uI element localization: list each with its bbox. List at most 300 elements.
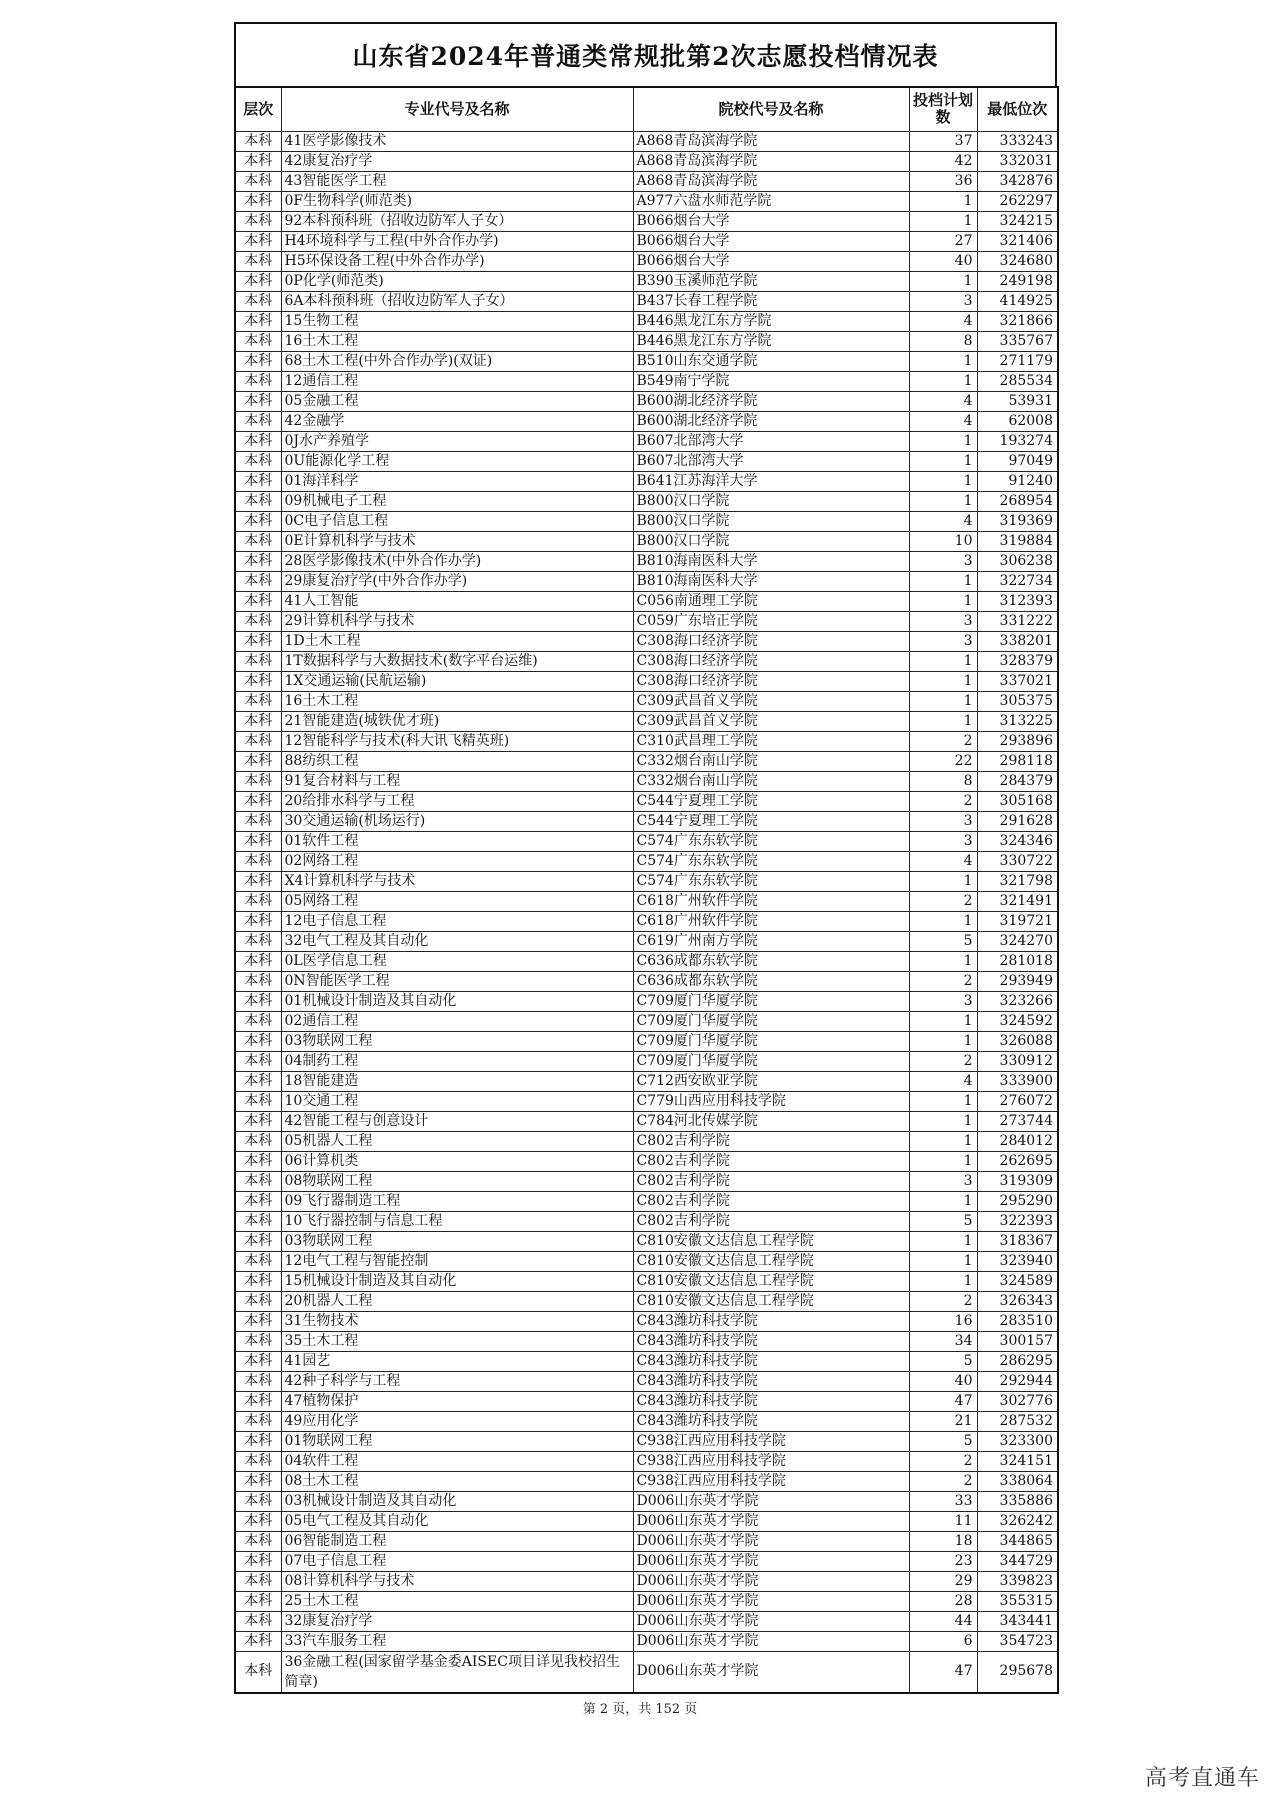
- table-row: [235, 1511, 1058, 1531]
- cell-level: 本科: [235, 531, 281, 551]
- cell-plan: 11: [909, 1511, 977, 1531]
- table-row-last: [235, 1651, 1058, 1693]
- cell-plan: 1: [909, 211, 977, 231]
- cell-rank: 343441: [977, 1611, 1058, 1631]
- cell-rank: 312393: [977, 591, 1058, 611]
- cell-level: 本科: [235, 1611, 281, 1631]
- cell-level: 本科: [235, 631, 281, 651]
- cell-rank: 344729: [977, 1551, 1058, 1571]
- cell-plan: 1: [909, 1011, 977, 1031]
- cell-rank: 262297: [977, 191, 1058, 211]
- cell-level: 本科: [235, 271, 281, 291]
- cell-school: B446黑龙江东方学院: [633, 311, 909, 331]
- table-row: [235, 791, 1058, 811]
- table-row: [235, 851, 1058, 871]
- cell-school: C310武昌理工学院: [633, 731, 909, 751]
- cell-school: B510山东交通学院: [633, 351, 909, 371]
- table-row: [235, 731, 1058, 751]
- cell-level: 本科: [235, 491, 281, 511]
- cell-major: 06智能制造工程: [281, 1531, 633, 1551]
- cell-school: B446黑龙江东方学院: [633, 331, 909, 351]
- cell-school: C709厦门华厦学院: [633, 1031, 909, 1051]
- cell-plan: 3: [909, 991, 977, 1011]
- cell-school: C709厦门华厦学院: [633, 991, 909, 1011]
- table-row: [235, 1051, 1058, 1071]
- cell-plan: 1: [909, 871, 977, 891]
- score-sheet: [234, 22, 1057, 1694]
- cell-school: C802吉利学院: [633, 1191, 909, 1211]
- cell-level: 本科: [235, 1091, 281, 1111]
- cell-level: 本科: [235, 1451, 281, 1471]
- cell-plan: 42: [909, 151, 977, 171]
- table-row: [235, 571, 1058, 591]
- cell-level: 本科: [235, 611, 281, 631]
- cell-major: 6A本科预科班（招收边防军人子女）: [281, 291, 633, 311]
- cell-rank: 324589: [977, 1271, 1058, 1291]
- cell-major: 43智能医学工程: [281, 171, 633, 191]
- table-row: [235, 1591, 1058, 1611]
- cell-rank: 324215: [977, 211, 1058, 231]
- header-rank: 最低位次: [977, 87, 1058, 131]
- cell-level: 本科: [235, 431, 281, 451]
- table-row: [235, 391, 1058, 411]
- cell-level: 本科: [235, 1051, 281, 1071]
- cell-school: D006山东英才学院: [633, 1511, 909, 1531]
- table-row: [235, 1311, 1058, 1331]
- cell-level: 本科: [235, 591, 281, 611]
- cell-plan: 1: [909, 671, 977, 691]
- cell-rank: 324346: [977, 831, 1058, 851]
- header-plan: 投档计划数: [909, 87, 977, 131]
- cell-plan: 1: [909, 651, 977, 671]
- table-row: [235, 191, 1058, 211]
- table-row: [235, 491, 1058, 511]
- cell-rank: 91240: [977, 471, 1058, 491]
- cell-rank: 321798: [977, 871, 1058, 891]
- cell-major: 12电气工程与智能控制: [281, 1251, 633, 1271]
- cell-rank: 322393: [977, 1211, 1058, 1231]
- table-row: [235, 911, 1058, 931]
- cell-school: C810安徽文达信息工程学院: [633, 1231, 909, 1251]
- cell-plan: 16: [909, 1311, 977, 1331]
- cell-school: D006山东英才学院: [633, 1571, 909, 1591]
- cell-major: 0F生物科学(师范类): [281, 191, 633, 211]
- cell-rank: 342876: [977, 171, 1058, 191]
- table-row: [235, 831, 1058, 851]
- cell-level: 本科: [235, 1111, 281, 1131]
- cell-plan: 3: [909, 611, 977, 631]
- cell-plan: 1: [909, 711, 977, 731]
- cell-school: C618广州软件学院: [633, 911, 909, 931]
- cell-rank: 326242: [977, 1511, 1058, 1531]
- cell-rank: 298118: [977, 751, 1058, 771]
- cell-plan: 1: [909, 451, 977, 471]
- cell-major: 06计算机类: [281, 1151, 633, 1171]
- cell-major: 05电气工程及其自动化: [281, 1511, 633, 1531]
- table-row: [235, 591, 1058, 611]
- cell-major: 10交通工程: [281, 1091, 633, 1111]
- cell-rank: 313225: [977, 711, 1058, 731]
- cell-rank: 285534: [977, 371, 1058, 391]
- cell-plan: 40: [909, 251, 977, 271]
- cell-rank: 328379: [977, 651, 1058, 671]
- cell-plan: 4: [909, 391, 977, 411]
- table-row: [235, 1451, 1058, 1471]
- cell-school: D006山东英才学院: [633, 1651, 909, 1693]
- table-row: [235, 151, 1058, 171]
- cell-plan: 27: [909, 231, 977, 251]
- cell-level: 本科: [235, 711, 281, 731]
- cell-level: 本科: [235, 871, 281, 891]
- cell-level: 本科: [235, 391, 281, 411]
- cell-school: D006山东英才学院: [633, 1531, 909, 1551]
- cell-plan: 3: [909, 291, 977, 311]
- table-row: [235, 1071, 1058, 1091]
- cell-rank: 306238: [977, 551, 1058, 571]
- cell-plan: 1: [909, 1111, 977, 1131]
- cell-plan: 1: [909, 191, 977, 211]
- cell-school: C636成都东软学院: [633, 951, 909, 971]
- cell-rank: 53931: [977, 391, 1058, 411]
- cell-rank: 271179: [977, 351, 1058, 371]
- cell-rank: 193274: [977, 431, 1058, 451]
- cell-major: 1D土木工程: [281, 631, 633, 651]
- cell-rank: 324680: [977, 251, 1058, 271]
- table-row: [235, 931, 1058, 951]
- cell-level: 本科: [235, 1191, 281, 1211]
- cell-major: 12电子信息工程: [281, 911, 633, 931]
- cell-level: 本科: [235, 991, 281, 1011]
- cell-major: 68土木工程(中外合作办学)(双证): [281, 351, 633, 371]
- cell-plan: 3: [909, 1171, 977, 1191]
- cell-level: 本科: [235, 311, 281, 331]
- table-row: [235, 1111, 1058, 1131]
- table-row: [235, 1551, 1058, 1571]
- cell-school: C709厦门华厦学院: [633, 1011, 909, 1031]
- cell-level: 本科: [235, 451, 281, 471]
- cell-level: 本科: [235, 1171, 281, 1191]
- table-row: [235, 991, 1058, 1011]
- cell-plan: 1: [909, 951, 977, 971]
- cell-major: 0E计算机科学与技术: [281, 531, 633, 551]
- cell-plan: 4: [909, 411, 977, 431]
- cell-plan: 47: [909, 1391, 977, 1411]
- table-row: [235, 311, 1058, 331]
- cell-major: 16土木工程: [281, 331, 633, 351]
- cell-plan: 29: [909, 1571, 977, 1591]
- cell-rank: 292944: [977, 1371, 1058, 1391]
- cell-level: 本科: [235, 911, 281, 931]
- table-row: [235, 451, 1058, 471]
- cell-major: 20给排水科学与工程: [281, 791, 633, 811]
- cell-school: C938江西应用科技学院: [633, 1451, 909, 1471]
- cell-major: 01机械设计制造及其自动化: [281, 991, 633, 1011]
- cell-level: 本科: [235, 1471, 281, 1491]
- cell-plan: 4: [909, 311, 977, 331]
- cell-level: 本科: [235, 191, 281, 211]
- cell-school: D006山东英才学院: [633, 1491, 909, 1511]
- cell-major: 41人工智能: [281, 591, 633, 611]
- cell-level: 本科: [235, 1651, 281, 1693]
- cell-major: 47植物保护: [281, 1391, 633, 1411]
- cell-rank: 354723: [977, 1631, 1058, 1651]
- cell-major: 09机械电子工程: [281, 491, 633, 511]
- cell-rank: 319369: [977, 511, 1058, 531]
- cell-school: A868青岛滨海学院: [633, 171, 909, 191]
- cell-major: H5环保设备工程(中外合作办学): [281, 251, 633, 271]
- cell-level: 本科: [235, 231, 281, 251]
- table-row: [235, 751, 1058, 771]
- cell-plan: 5: [909, 1211, 977, 1231]
- table-row: [235, 411, 1058, 431]
- cell-plan: 1: [909, 371, 977, 391]
- cell-level: 本科: [235, 291, 281, 311]
- cell-level: 本科: [235, 571, 281, 591]
- cell-level: 本科: [235, 971, 281, 991]
- table-row: [235, 1011, 1058, 1031]
- cell-major: 01物联网工程: [281, 1431, 633, 1451]
- table-row: [235, 631, 1058, 651]
- cell-level: 本科: [235, 411, 281, 431]
- cell-rank: 284012: [977, 1131, 1058, 1151]
- cell-level: 本科: [235, 1351, 281, 1371]
- cell-major: 32电气工程及其自动化: [281, 931, 633, 951]
- cell-school: C810安徽文达信息工程学院: [633, 1251, 909, 1271]
- cell-major: 25土木工程: [281, 1591, 633, 1611]
- cell-plan: 1: [909, 1151, 977, 1171]
- cell-plan: 44: [909, 1611, 977, 1631]
- cell-rank: 335767: [977, 331, 1058, 351]
- cell-plan: 28: [909, 1591, 977, 1611]
- cell-major: H4环境科学与工程(中外合作办学): [281, 231, 633, 251]
- cell-plan: 8: [909, 331, 977, 351]
- table-row: [235, 1131, 1058, 1151]
- cell-level: 本科: [235, 151, 281, 171]
- table-row: [235, 551, 1058, 571]
- cell-level: 本科: [235, 1131, 281, 1151]
- cell-level: 本科: [235, 1571, 281, 1591]
- page-title: 山东省2024年普通类常规批第2次志愿投档情况表: [234, 22, 1057, 86]
- cell-level: 本科: [235, 371, 281, 391]
- cell-rank: 326088: [977, 1031, 1058, 1051]
- table-row: [235, 1471, 1058, 1491]
- cell-major: 0J水产养殖学: [281, 431, 633, 451]
- cell-plan: 1: [909, 1251, 977, 1271]
- cell-major: 03物联网工程: [281, 1231, 633, 1251]
- cell-plan: 1: [909, 271, 977, 291]
- cell-plan: 3: [909, 551, 977, 571]
- cell-school: C784河北传媒学院: [633, 1111, 909, 1131]
- cell-school: C618广州软件学院: [633, 891, 909, 911]
- cell-major: 28医学影像技术(中外合作办学): [281, 551, 633, 571]
- cell-school: A868青岛滨海学院: [633, 131, 909, 151]
- cell-major: 49应用化学: [281, 1411, 633, 1431]
- cell-rank: 319884: [977, 531, 1058, 551]
- cell-school: C059广东培正学院: [633, 611, 909, 631]
- cell-school: B390玉溪师范学院: [633, 271, 909, 291]
- cell-rank: 322734: [977, 571, 1058, 591]
- cell-school: C308海口经济学院: [633, 651, 909, 671]
- cell-school: C636成都东软学院: [633, 971, 909, 991]
- cell-school: C802吉利学院: [633, 1151, 909, 1171]
- table-body: [235, 131, 1058, 1651]
- table-row: [235, 951, 1058, 971]
- cell-level: 本科: [235, 251, 281, 271]
- table-row: [235, 651, 1058, 671]
- cell-plan: 18: [909, 1531, 977, 1551]
- cell-level: 本科: [235, 1431, 281, 1451]
- table-row: [235, 691, 1058, 711]
- watermark: 高考直通车: [1144, 1766, 1260, 1791]
- table-row: [235, 1611, 1058, 1631]
- cell-major: 88纺织工程: [281, 751, 633, 771]
- table-row: [235, 1431, 1058, 1451]
- cell-level: 本科: [235, 671, 281, 691]
- cell-school: C843潍坊科技学院: [633, 1311, 909, 1331]
- cell-plan: 5: [909, 1351, 977, 1371]
- cell-school: C574广东东软学院: [633, 871, 909, 891]
- table-row: [235, 871, 1058, 891]
- cell-plan: 1: [909, 571, 977, 591]
- cell-major: 21智能建造(城铁优才班): [281, 711, 633, 731]
- cell-major: 0P化学(师范类): [281, 271, 633, 291]
- cell-level: 本科: [235, 691, 281, 711]
- table-header-row: [235, 87, 1058, 131]
- table-row: [235, 1031, 1058, 1051]
- cell-rank: 324592: [977, 1011, 1058, 1031]
- cell-school: B800汉口学院: [633, 531, 909, 551]
- table-row: [235, 891, 1058, 911]
- cell-major: 42金融学: [281, 411, 633, 431]
- cell-school: C332烟台南山学院: [633, 751, 909, 771]
- cell-school: C779山西应用科技学院: [633, 1091, 909, 1111]
- cell-level: 本科: [235, 851, 281, 871]
- cell-rank: 276072: [977, 1091, 1058, 1111]
- cell-rank: 302776: [977, 1391, 1058, 1411]
- cell-rank: 249198: [977, 271, 1058, 291]
- cell-rank: 97049: [977, 451, 1058, 471]
- cell-rank: 339823: [977, 1571, 1058, 1591]
- cell-major: 12智能科学与技术(科大讯飞精英班): [281, 731, 633, 751]
- cell-plan: 1: [909, 491, 977, 511]
- cell-level: 本科: [235, 1551, 281, 1571]
- cell-school: D006山东英才学院: [633, 1631, 909, 1651]
- table-row: [235, 291, 1058, 311]
- table-row: [235, 251, 1058, 271]
- cell-rank: 62008: [977, 411, 1058, 431]
- cell-school: B810海南医科大学: [633, 571, 909, 591]
- cell-plan: 1: [909, 431, 977, 451]
- cell-major: 10飞行器控制与信息工程: [281, 1211, 633, 1231]
- cell-school: C309武昌首义学院: [633, 691, 909, 711]
- cell-major: 31生物技术: [281, 1311, 633, 1331]
- cell-plan: 1: [909, 1191, 977, 1211]
- cell-level: 本科: [235, 931, 281, 951]
- cell-school: C056南通理工学院: [633, 591, 909, 611]
- cell-rank: 300157: [977, 1331, 1058, 1351]
- cell-major: 05金融工程: [281, 391, 633, 411]
- cell-rank: 295290: [977, 1191, 1058, 1211]
- cell-major: 0L医学信息工程: [281, 951, 633, 971]
- table-row: [235, 1411, 1058, 1431]
- cell-major: 42康复治疗学: [281, 151, 633, 171]
- cell-plan: 47: [909, 1651, 977, 1693]
- cell-rank: 323940: [977, 1251, 1058, 1271]
- cell-school: A868青岛滨海学院: [633, 151, 909, 171]
- table-row: [235, 1371, 1058, 1391]
- table-row: [235, 1391, 1058, 1411]
- cell-school: C544宁夏理工学院: [633, 811, 909, 831]
- cell-school: C712西安欧亚学院: [633, 1071, 909, 1091]
- cell-level: 本科: [235, 1271, 281, 1291]
- cell-plan: 23: [909, 1551, 977, 1571]
- cell-school: C843潍坊科技学院: [633, 1351, 909, 1371]
- cell-school: C709厦门华厦学院: [633, 1051, 909, 1071]
- cell-school: C843潍坊科技学院: [633, 1411, 909, 1431]
- cell-plan: 3: [909, 811, 977, 831]
- table-row: [235, 1151, 1058, 1171]
- cell-plan: 6: [909, 1631, 977, 1651]
- cell-plan: 1: [909, 351, 977, 371]
- cell-rank: 321491: [977, 891, 1058, 911]
- cell-rank: 335886: [977, 1491, 1058, 1511]
- cell-level: 本科: [235, 1631, 281, 1651]
- cell-plan: 1: [909, 691, 977, 711]
- table-row: [235, 171, 1058, 191]
- cell-plan: 2: [909, 791, 977, 811]
- table-row: [235, 1251, 1058, 1271]
- cell-level: 本科: [235, 1511, 281, 1531]
- cell-major: 0U能源化学工程: [281, 451, 633, 471]
- cell-rank: 338201: [977, 631, 1058, 651]
- cell-level: 本科: [235, 331, 281, 351]
- cell-level: 本科: [235, 811, 281, 831]
- cell-plan: 2: [909, 1291, 977, 1311]
- table-row: [235, 351, 1058, 371]
- admission-table: [234, 86, 1059, 1694]
- table-row: [235, 1331, 1058, 1351]
- cell-major: 02网络工程: [281, 851, 633, 871]
- cell-major: 15机械设计制造及其自动化: [281, 1271, 633, 1291]
- table-row: [235, 231, 1058, 251]
- cell-school: B066烟台大学: [633, 251, 909, 271]
- table-row: [235, 1291, 1058, 1311]
- cell-major: 01海洋科学: [281, 471, 633, 491]
- cell-school: D006山东英才学院: [633, 1591, 909, 1611]
- cell-level: 本科: [235, 831, 281, 851]
- cell-major: 05网络工程: [281, 891, 633, 911]
- cell-level: 本科: [235, 171, 281, 191]
- table-row: [235, 711, 1058, 731]
- cell-major: 08土木工程: [281, 1471, 633, 1491]
- cell-major: 42种子科学与工程: [281, 1371, 633, 1391]
- cell-school: B600湖北经济学院: [633, 391, 909, 411]
- cell-major: 29康复治疗学(中外合作办学): [281, 571, 633, 591]
- cell-major: 33汽车服务工程: [281, 1631, 633, 1651]
- cell-rank: 268954: [977, 491, 1058, 511]
- cell-school: B607北部湾大学: [633, 431, 909, 451]
- cell-level: 本科: [235, 1591, 281, 1611]
- cell-school: B607北部湾大学: [633, 451, 909, 471]
- cell-school: C810安徽文达信息工程学院: [633, 1271, 909, 1291]
- cell-school: C308海口经济学院: [633, 671, 909, 691]
- cell-plan: 1: [909, 591, 977, 611]
- cell-major: 04制药工程: [281, 1051, 633, 1071]
- cell-level: 本科: [235, 351, 281, 371]
- cell-plan: 2: [909, 731, 977, 751]
- cell-school: B810海南医科大学: [633, 551, 909, 571]
- cell-plan: 4: [909, 851, 977, 871]
